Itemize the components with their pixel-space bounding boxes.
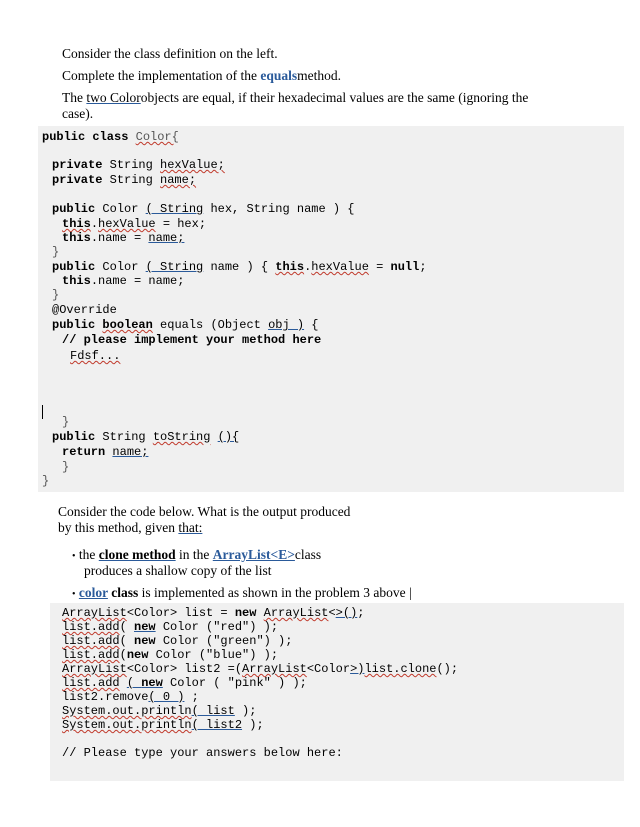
arraylist-term: ArrayList<E> — [212, 547, 295, 562]
code-line-close-1: } — [52, 245, 60, 259]
code-line-close-2: } — [52, 288, 60, 302]
bullet-2-c: is implemented as shown in the problem 3 above | — [138, 585, 412, 600]
code-line-name-field: private String name; — [52, 173, 197, 187]
intro-line-1: Consider the class definition on the left. — [62, 46, 278, 61]
intro-line-3-c: objects are equal, if their hexadecimal values are the same (ignoring the — [140, 90, 529, 105]
code-line-equals-signature: public boolean equals (Object obj ) { — [52, 318, 319, 332]
bullet-1-e: class — [294, 547, 322, 562]
question2-line-1: Consider the code below. What is the output produced — [58, 504, 351, 519]
code2-line-5: ArrayList<Color> list2 =(ArrayList<Color>)list.clone(); — [62, 662, 459, 676]
code-line-close-4: } — [62, 460, 70, 474]
code-line-assign-name-2: this.name = name; — [62, 274, 185, 288]
code2-line-comment: // Please type your answers below here: — [62, 746, 343, 760]
code-line-answer-text[interactable] — [70, 349, 120, 364]
code-line-assign-hex: this.hexValue = hex; — [62, 217, 207, 231]
bullet-2-dot: • — [72, 589, 76, 600]
code-line-override-annotation: @Override — [52, 303, 117, 317]
code-line-constructor-1: public Color ( String hex, String name ) { — [52, 202, 355, 216]
question2-line-2 — [58, 520, 202, 536]
code2-line-8: System.out.println( list ); — [62, 704, 257, 718]
intro-line-3-a: The — [62, 90, 87, 105]
equals-method-name: equals — [260, 68, 298, 83]
code-line-tostring-signature: public String toString (){ — [52, 430, 240, 444]
code2-line-9: System.out.println( list2 ); — [62, 718, 264, 732]
code-line-class-decl: public class Color{ — [42, 130, 179, 144]
intro-line-3 — [62, 90, 562, 106]
code-line-assign-name-1: this.name = name; — [62, 231, 185, 245]
code2-line-2: list.add( new Color ("red") ); — [62, 620, 279, 634]
code-line-close-3: } — [62, 415, 70, 429]
bullet-1-dot: • — [72, 551, 76, 562]
code2-line-7: list2.remove( 0 ) ; — [62, 690, 199, 704]
bullet-1-a: the — [78, 547, 99, 562]
bullet-2-b: class — [107, 585, 139, 600]
code2-line-6: list.add ( new Color ( "pink" ) ); — [62, 676, 307, 690]
code2-line-3: list.add( new Color ("green") ); — [62, 634, 293, 648]
answer-fdsf[interactable]: Fdsf... — [70, 349, 121, 363]
bullet-2 — [72, 585, 412, 603]
code-line-comment-implement: // please implement your method here — [62, 333, 322, 347]
intro-text — [62, 46, 562, 128]
code2-line-4: list.add(new Color ("blue") ); — [62, 648, 279, 662]
code2-line-1: ArrayList<Color> list = new ArrayList<>(); — [62, 606, 365, 620]
intro-line-2-suffix: method. — [297, 68, 341, 83]
code-line-return-name: return name; — [62, 445, 149, 459]
code-line-hexvalue-field: private String hexValue; — [52, 158, 225, 172]
intro-line-2 — [62, 68, 562, 84]
two-color-link: two Color — [86, 90, 141, 105]
question2-line-2-a: by this method, given — [58, 520, 179, 535]
intro-line-2-prefix: Complete the implementation of the — [62, 68, 261, 83]
code-line-close-class: } — [42, 474, 50, 488]
color-term: color — [78, 585, 108, 600]
bullet-1-c: in the — [175, 547, 213, 562]
bullet-1-line-2: produces a shallow copy of the list — [84, 563, 272, 578]
text-cursor — [42, 405, 43, 419]
intro-line-4: case). — [62, 106, 94, 121]
question2-that: that: — [178, 520, 203, 535]
clone-method-term: clone method — [98, 547, 176, 562]
code-line-constructor-2: public Color ( String name ) { this.hexValue = null; — [52, 260, 427, 274]
